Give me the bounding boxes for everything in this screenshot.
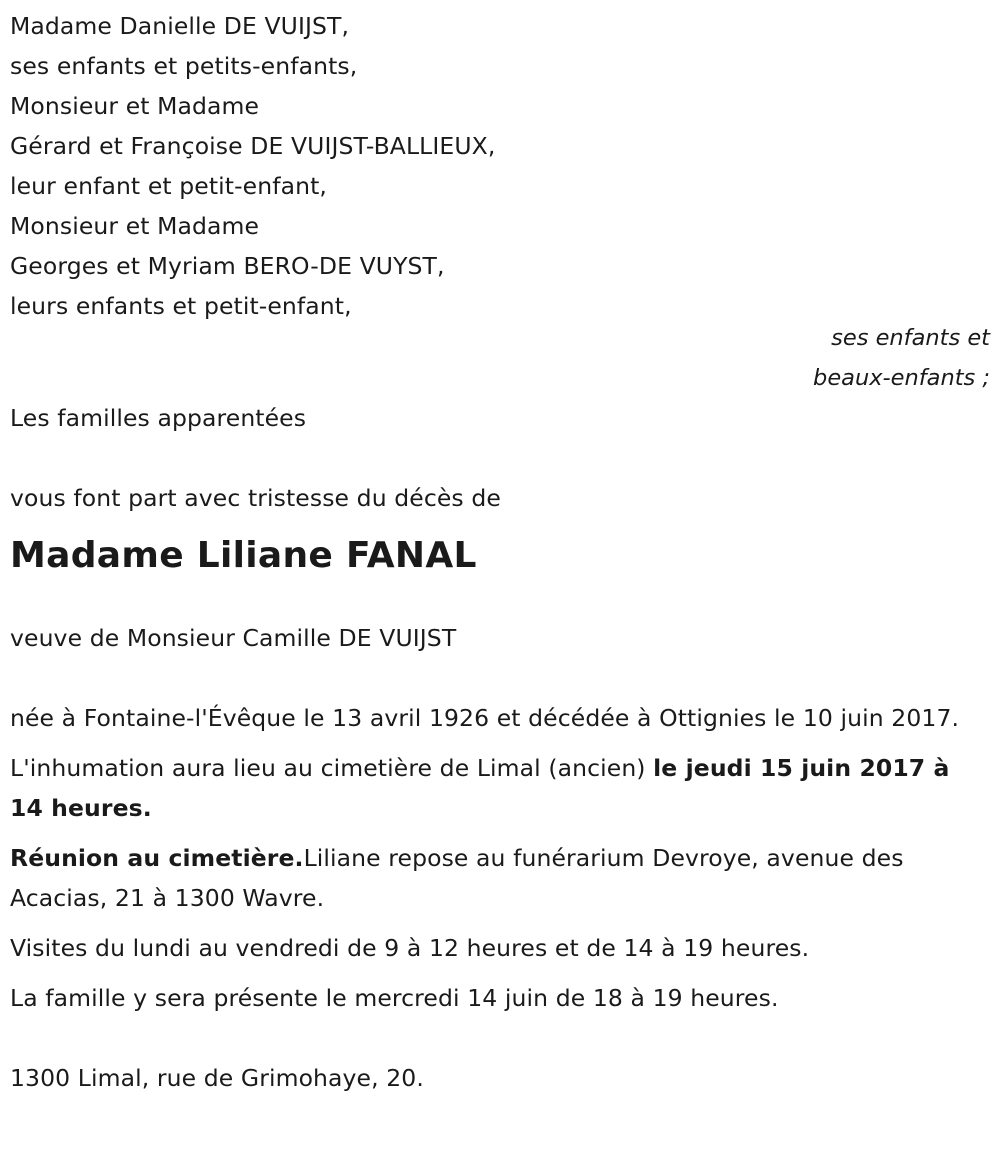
birth-death: née à Fontaine-l'Évêque le 13 avril 1926 et décédée à Ottignies le 10 juin 2017. — [10, 704, 960, 732]
family-line: Gérard et Françoise DE VUIJST-BALLIEUX, — [10, 132, 496, 160]
obituary-notice — [10, 6, 995, 1098]
meeting-info — [10, 838, 985, 918]
family-line: Monsieur et Madame — [10, 212, 260, 240]
address: 1300 Limal, rue de Grimohaye, 20. — [10, 1064, 424, 1092]
deceased-name: Madame Liliane FANAL — [10, 535, 477, 576]
burial-info — [10, 748, 985, 828]
burial-text: L'inhumation aura lieu au cimetière de Limal (ancien) — [10, 754, 654, 782]
meeting-text: Liliane repose au funérarium Devroye, avenue des Acacias, 21 à 1300 Wavre. — [10, 844, 904, 912]
family-line: ses enfants et petits-enfants, — [10, 52, 358, 80]
family-line: Georges et Myriam BERO-DE VUYST, — [10, 252, 445, 280]
widow-of: veuve de Monsieur Camille DE VUIJST — [10, 624, 457, 652]
visits-info: Visites du lundi au vendredi de 9 à 12 heures et de 14 à 19 heures. — [10, 934, 810, 962]
burial-date: le jeudi 15 juin 2017 à 14 heures. — [10, 754, 950, 822]
family-line: Monsieur et Madame — [10, 92, 260, 120]
family-line: Madame Danielle DE VUIJST, — [10, 12, 350, 40]
right-note — [10, 318, 990, 398]
family-line: leur enfant et petit-enfant, — [10, 172, 327, 200]
family-list — [10, 6, 995, 326]
family-presence: La famille y sera présente le mercredi 14 juin de 18 à 19 heures. — [10, 984, 779, 1012]
meeting-bold: Réunion au cimetière. — [10, 844, 304, 872]
announcement: vous font part avec tristesse du décès de — [10, 484, 501, 512]
right-note-line: beaux-enfants ; — [813, 365, 990, 391]
family-line: leurs enfants et petit-enfant, — [10, 292, 352, 320]
related-families: Les familles apparentées — [10, 404, 307, 432]
right-note-line: ses enfants et — [831, 325, 990, 351]
